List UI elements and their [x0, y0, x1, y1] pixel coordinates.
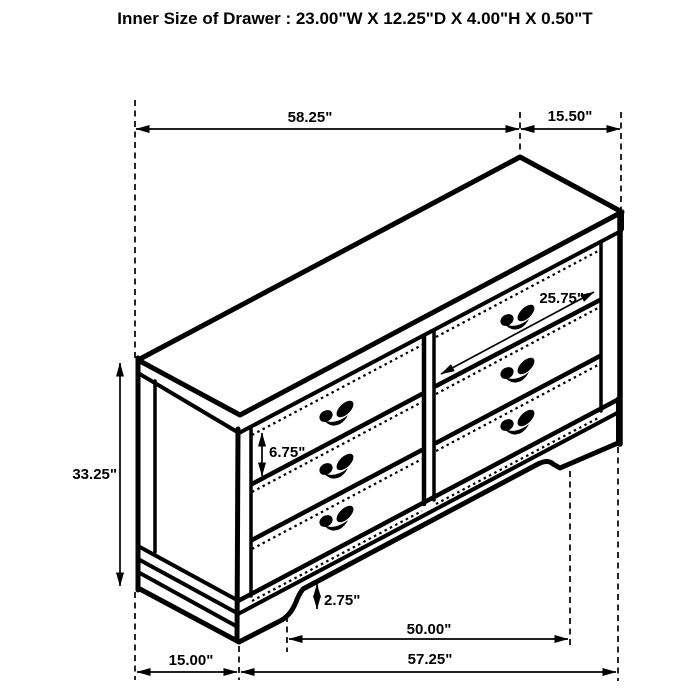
drawer-pulls [317, 302, 537, 531]
dim-label-leg-span: 50.00" [406, 621, 452, 638]
dim-label-drawer-width: 25.75" [539, 290, 584, 307]
dim-label-top-depth: 15.50" [547, 108, 593, 125]
dresser-base [138, 399, 619, 642]
dim-label-top-width: 58.25" [287, 109, 333, 126]
dim-label-bottom-depth: 15.00" [168, 652, 214, 669]
diagram-title: Inner Size of Drawer : 23.00"W X 12.25"D X 4.00"H X 0.50"T [117, 9, 593, 28]
dresser-left-panel [138, 381, 237, 626]
drawer-pull-icon [498, 355, 537, 383]
drawer-pull-icon [317, 398, 356, 426]
drawer-pull-icon [317, 503, 356, 531]
dim-label-overall-height: 33.25" [72, 466, 117, 483]
dim-label-bottom-width: 57.25" [407, 651, 453, 668]
drawer-pull-icon [498, 407, 537, 435]
dim-label-drawer-front-height: 6.75" [269, 444, 306, 461]
dim-label-base-height: 2.75" [324, 592, 361, 609]
